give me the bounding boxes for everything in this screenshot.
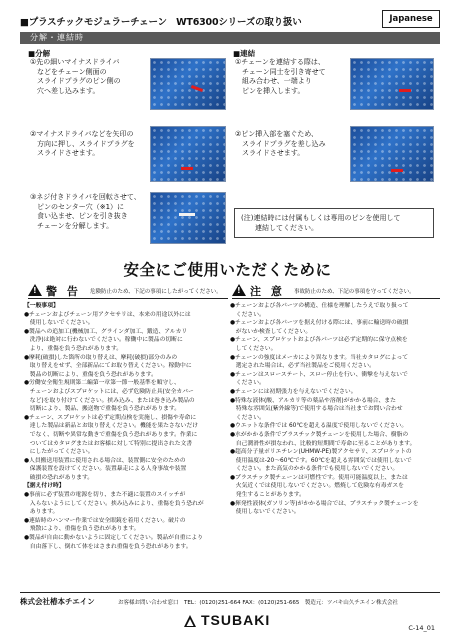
connection-note: (注)連結時には付属もしくは専用のピンを使用して 連結してください。 [234,208,434,238]
red-arrow-icon [191,85,203,92]
warning-line: より、重傷を負う恐れがあります。 [24,345,123,352]
caution-line: ●チェーンはスローステート、スロー停止を行い、衝撃を与えないで [230,371,408,378]
connection-photo-2 [350,126,434,182]
red-arrow-icon [399,89,411,92]
warning-line: 破損の恐れがあります。 [24,474,94,481]
caution-divider [232,298,440,299]
caution-line: 自己潤滑性が損なわれ、比較的短期間で寿命に至ることがあります。 [230,440,416,447]
disassembly-photo-2 [150,126,226,182]
caution-line: がないか検査してください。 [230,328,312,335]
tsubaki-logo-icon [183,614,197,628]
caution-line: ●チェーン、スプロケットおよび各パーツは必ず定期的に保守点検を [230,337,408,344]
warning-line: など)を取り付けてください。挟み込み、または巻き込み製品の [24,397,195,404]
logo-text: TSUBAKI [201,612,271,628]
warning-line: でなく、切断や異常な動きで重傷を負う恐れがあります。作業に [24,431,198,438]
caution-line: ください。また高気のかかる条件でも使用しないでください。 [230,466,399,473]
contact-info: お客様お問い合わせ窓口 TEL：(0120)251-664 FAX：(0120)251-665 製造元：ツバキ山久チエイン株式会社 [118,600,399,606]
warning-line: ●連結時のハンマー作業では安全眼鏡を着用ください。破片の [24,517,186,524]
warning-line: ●事前に必ず装置の電源を切り、また不適に装置のスイッチが [24,492,186,499]
caution-header [232,283,442,299]
red-arrow-icon [181,167,193,170]
caution-line: 発生することがあります。 [230,492,305,499]
connection-step-2: ②ピン挿入部を塞ぐため、 スライドプラグを差し込み スライドさせます。 [235,130,326,157]
warning-line: 【据え付け時】 [24,483,65,490]
caution-line: 使用しないでください。 [230,509,300,516]
caution-line: してください。 [230,345,277,352]
caution-line: ●チェーンおよび各パーツを据え付ける際には、事前に輸送時の破損 [230,320,409,327]
caution-triangle-icon [232,284,246,296]
warning-line: 製品の切断により、重傷を負う恐れがあります。 [24,371,157,378]
caution-line: ●チェーンおよび各パーツの構造、仕様を理解したうえで取り扱って [230,303,409,309]
warning-label: 警 告 [46,285,81,298]
warning-line: ●製品への追加工(機械加工、グラインダ加工、鍛造、アルカリ [24,328,188,335]
warning-line: 【一般事項】 [24,303,59,309]
disassembly-photo-1 [150,58,226,110]
caution-line: 使用温度は-20〜60℃です。60℃を超える雰囲気では使用しないで [230,457,412,464]
warning-line: 達した製品は新品とお取り替えください。機能を果たさないだけ [24,423,198,430]
warning-line: ●人員搬送用装置に使用される場合は、装置側に安全のための [24,457,186,464]
disassembly-step-1: ①先の細いマイナスドライバ などをチェーン側面の スライドプラグのピン側の 穴へ差し込みます。 [30,58,121,95]
warning-line: 自由落下し、倒れて体をはさまれ重傷を負う恐れがあります。 [24,543,192,550]
caution-line: 火気近くでは使用しないでください。燃焼して危険な有毒ガスを [230,483,404,490]
warning-line: 使用しないでください。 [24,320,94,327]
connection-heading: ■連結 [233,49,256,58]
warning-line: あります。 [24,509,59,516]
caution-label: 注 意 [250,285,285,298]
company-name: 株式会社椿本チエイン [20,597,95,606]
caution-line: ください。 [230,380,265,387]
header [20,10,440,30]
safety-title: 安全にご使用いただくために [123,261,332,279]
warning-body [24,302,204,551]
warning-line: ●摩耗(破損)した箇所の取り替えは、摩耗(破損)部分のみの [24,354,178,361]
caution-line: ●特殊な液体(酸、アルカリ等の薬品や溶剤)がかかる場合、また [230,397,396,404]
warning-line: 飛散により、重傷を負う恐れがあります。 [24,526,140,533]
disassembly-heading: ■分解 [28,49,51,58]
warning-divider [28,298,228,299]
warning-line: 洗浄)は絶対に行わないでください。稼働中に製品の切断に [24,337,183,344]
caution-line: ●チェーンには初期張力を与えないでください。 [230,388,357,395]
warning-description: 危険防止のため、下記の事項にしたがってください。 [90,289,222,295]
disassembly-step-3: ③ネジ付きドライバを回転させて、 ピンのセンター穴（※1）に 食い込ませ、ピンを引き抜き チェーンを分解します。 [30,193,141,230]
caution-line: 選定された場合は、必ず当社製品をご使用ください。 [230,363,375,370]
connection-step-1: ①チェーンを連結する際は、 チェーン同士を引き寄せて 組み合わせ、一端より ピンを挿入します。 [235,58,326,95]
warning-line: 入らないようにしてください。挟み込みにより、重傷を負う恐れが [24,500,204,507]
caution-description: 事故防止のため、下記の事項を守ってください。 [294,289,415,295]
caution-line: ください。 [230,311,265,318]
disassembly-step-2: ②マイナスドライバなどを矢印の 方向に押し、スライドプラグを スライドさせます。 [30,130,135,157]
footer-divider [20,592,440,593]
warning-line: チェーンおよびスプロケットには、必ず危険防止具(安全カバー [24,388,194,395]
warning-triangle-icon [28,284,42,296]
section-bar: 分解・連結時 [20,32,440,44]
document-code: C-14_01 [408,624,435,632]
language-badge[interactable]: Japanese [382,10,440,28]
caution-body [230,302,419,517]
warning-line: ついてはカタログまたはお客様に対して特別に提出された文書 [24,440,193,447]
caution-line: 特殊な雰囲気(紫外線等)で使用する場合は当社までお問い合わせ [230,406,403,413]
warning-header [28,283,228,299]
connection-photo-1 [350,58,434,110]
document-title: ■プラスチックモジュラーチェーン WT6300シリーズの取り扱い [20,17,302,28]
warning-line: ●労働安全衛生規則第二編第一章第一節一般基準を順守し、 [24,380,180,387]
screwdriver-icon [179,213,195,216]
warning-line: にしたがってください。 [24,449,94,456]
caution-line: ●ウエットな条件では 60℃を超える温度で使用しないでください。 [230,423,408,430]
caution-line: ●プラスチック製チェーンは可燃性です。使用可能温度以上、または [230,474,408,481]
red-arrow-icon [391,169,403,172]
warning-line: ●製品が自由に動かないように固定してください。製品が自重により [24,535,203,542]
warning-line: 保護装置を設けてください。装置暴走による人身事故や装置 [24,466,187,473]
caution-line: ください。 [230,414,265,421]
caution-line: ●超高分子量ポリエチレン(UHMW-PE)製アクセサリ、スプロケットの [230,449,412,456]
warning-line: 取り替えをせず、全部新品にてお取り替えください。稼動中に [24,363,192,370]
caution-line: ●水がかかる条件でプラスチック製チェーンを使用した場合、樹脂の [230,431,409,438]
disassembly-photo-3 [150,192,226,244]
warning-line: ●チェーンおよびチェーン用アクセサリは、本来の用途以外には [24,311,191,318]
caution-line: ●チェーンの強度はメーカにより異なります。当社カタログによって [230,354,409,361]
warning-line: ●チェーン、スプロケットは必ず定期点検を実施し、損傷や寿命に [24,414,197,421]
caution-line: ●揮発性液体(ガソリン等)がかかる場合では、プラスチック製チェーンを [230,500,419,507]
warning-line: 切断により、製品、搬送物で重傷を負う恐れがあります。 [24,406,181,413]
